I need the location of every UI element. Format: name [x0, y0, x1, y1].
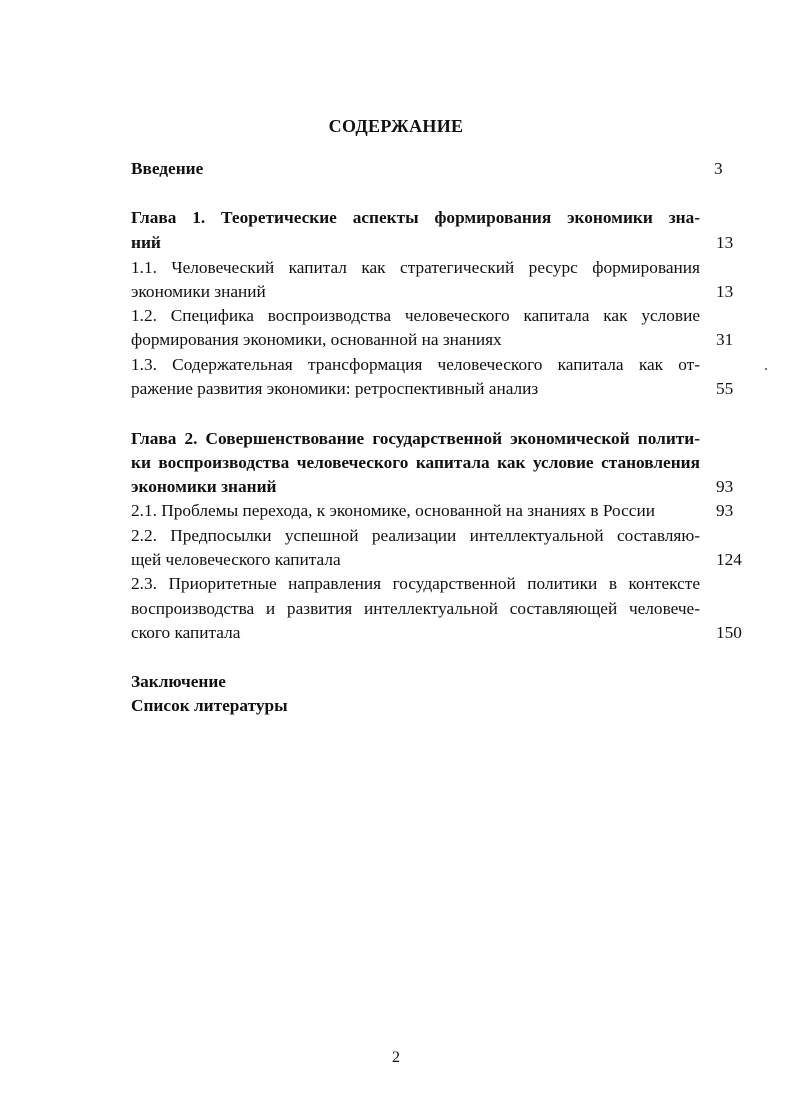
- toc-page-chapter-1: 13: [716, 233, 734, 252]
- scan-speck: [765, 368, 767, 370]
- toc-section-1-3-line-1: 1.3. Содержательная трансформация человеческого капитала как от-: [131, 355, 700, 374]
- toc-page-section-2-3: 150: [716, 623, 742, 642]
- toc-chapter-2-line-2: ки воспроизводства человеческого капитала как условие становления: [131, 453, 700, 472]
- toc-section-1-2-line-1: 1.2. Специфика воспроизводства человеческого капитала как условие: [131, 306, 700, 325]
- toc-page-section-2-2: 124: [716, 550, 742, 569]
- toc-page-section-1-1: 13: [716, 282, 734, 301]
- toc-page-section-1-3: 55: [716, 379, 734, 398]
- toc-section-2-1-line-1: 2.1. Проблемы перехода, к экономике, основанной на знаниях в России: [131, 501, 655, 520]
- toc-section-1-2-line-2: формирования экономики, основанной на знаниях: [131, 330, 502, 349]
- toc-section-2-3-line-2: воспроизводства и развития интеллектуальной составляющей человече-: [131, 599, 700, 618]
- page-number: 2: [392, 1049, 400, 1066]
- toc-section-2-3-line-3: ского капитала: [131, 623, 241, 642]
- toc-entry-introduction: Введение: [131, 159, 204, 178]
- toc-section-1-1-line-1: 1.1. Человеческий капитал как стратегический ресурс формирования: [131, 258, 700, 277]
- toc-entry-conclusion: Заключение: [131, 672, 226, 691]
- toc-chapter-2-line-3: экономики знаний: [131, 477, 277, 496]
- toc-entry-bibliography: Список литературы: [131, 696, 288, 715]
- page-title: СОДЕРЖАНИЕ: [328, 116, 464, 136]
- toc-page-section-1-2: 31: [716, 330, 734, 349]
- toc-chapter-1-line-1: Глава 1. Теоретические аспекты формирования экономики зна-: [131, 208, 700, 227]
- toc-section-1-1-line-2: экономики знаний: [131, 282, 266, 301]
- toc-chapter-2-line-1: Глава 2. Совершенствование государственной экономической полити-: [131, 429, 700, 448]
- toc-section-2-2-line-2: щей человеческого капитала: [131, 550, 341, 569]
- toc-section-2-3-line-1: 2.3. Приоритетные направления государственной политики в контексте: [131, 574, 700, 593]
- toc-page-section-2-1: 93: [716, 501, 734, 520]
- toc-page-introduction: 3: [714, 159, 723, 178]
- toc-chapter-1-line-2: ний: [131, 233, 161, 252]
- toc-page-chapter-2: 93: [716, 477, 734, 496]
- toc-section-2-2-line-1: 2.2. Предпосылки успешной реализации интеллектуальной составляю-: [131, 526, 700, 545]
- toc-section-1-3-line-2: ражение развития экономики: ретроспективный анализ: [131, 379, 539, 398]
